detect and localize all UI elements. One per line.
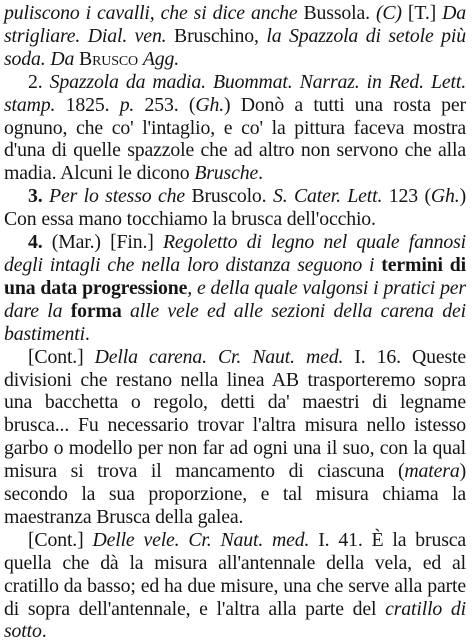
text-run: 2. (28, 70, 50, 93)
text-run: , e della quale valgonsi i pratici per dare la (4, 276, 466, 322)
text-run: ) secondo la sua proporzione, e tal misura chiama la maestranza Brusca della galea. (4, 460, 466, 528)
text-run: cratillo di sotto (4, 597, 466, 643)
text-run: ) Con essa mano tocchiamo la brusca dell'occhio. (4, 185, 467, 231)
text-run: [Cont.] (28, 345, 95, 368)
text-run: la Spazzola di setole più soda. Da (4, 24, 466, 70)
text-run: p. (119, 93, 135, 116)
text-run: Bussola (303, 2, 366, 24)
text-run: . (258, 162, 263, 185)
text-run: [T.] (401, 2, 443, 24)
text-run: 123 ( (382, 185, 431, 208)
text-run: (C) (375, 2, 402, 24)
text-run: Brusco (74, 47, 143, 70)
text-run: Bruscolo. (184, 185, 273, 208)
carena-citation-paragraph (4, 346, 466, 529)
text-run: Gh. (430, 185, 460, 208)
text-run: puliscono i cavalli, che si dice anche (4, 2, 304, 24)
text-run: Gh. (195, 93, 224, 116)
vele-citation-paragraph (4, 529, 466, 643)
text-run: matera (404, 460, 460, 483)
text-run: S. Cater. Lett. (272, 185, 383, 208)
text-run: Da strigliare. Dial. ven. (4, 2, 466, 47)
text-run: termini di una data progressione (4, 253, 466, 299)
text-run: Bruschino, (166, 24, 267, 47)
sense-4-paragraph (4, 231, 466, 346)
text-run: (Mar.) [Fin.] (51, 231, 163, 254)
text-run: Spazzola da madia. Buommat. Narraz. in Red. Lett. stamp. (4, 70, 466, 116)
text-run: 253. ( (134, 93, 196, 116)
text-run: 3. (28, 185, 50, 208)
text-run: forma (70, 299, 122, 322)
text-run: Brusche (194, 162, 259, 185)
text-run: I. 41. È la brusca quella che dà la misura all'antennale della vela, ed al cratillo da basso; ed ha due misure, una che serve alla parte di sopra dell'antennale, e l'altra alla parte del (4, 528, 466, 620)
text-run: . (365, 2, 376, 24)
text-run: alle vele ed alle sezioni della carena dei bastimenti (4, 299, 466, 345)
text-run: 4. (28, 231, 52, 254)
text-run: Delle vele. Cr. Naut. med. (92, 528, 310, 551)
text-run: 1825. (55, 93, 120, 116)
text-run: . (41, 620, 47, 643)
sense-2-paragraph (4, 71, 466, 186)
text-run: . (84, 322, 90, 345)
text-run: ) Donò a tutti una rosta per ognuno, che co' l'intaglio, e co' la pittura faceva mostra d'una di quelle spazzole che ad altro non servono che alla madia. Alcuni le dicono (4, 93, 466, 185)
text-run: I. 16. Queste divisioni che restano nella linea AB trasporteremo sopra una bacchetta o regolo, detti da' maestri di legname brusca... Fu necessario trovar l'altra misura nello istesso garbo o modello per non far ad ogni una il suo, con la qual misura si trova il mancamento di ciascuna ( (4, 345, 466, 483)
sense-3-paragraph (4, 185, 466, 231)
text-run: Regoletto di legno nel quale fannosi degli intagli che nella loro distanza seguono i (4, 231, 466, 276)
text-run: Della carena. Cr. Naut. med. (94, 345, 344, 368)
text-run: Per lo stesso che (49, 185, 185, 208)
text-run: [Cont.] (28, 528, 93, 551)
entry-continuation (4, 2, 466, 71)
text-run: Agg. (142, 47, 180, 70)
